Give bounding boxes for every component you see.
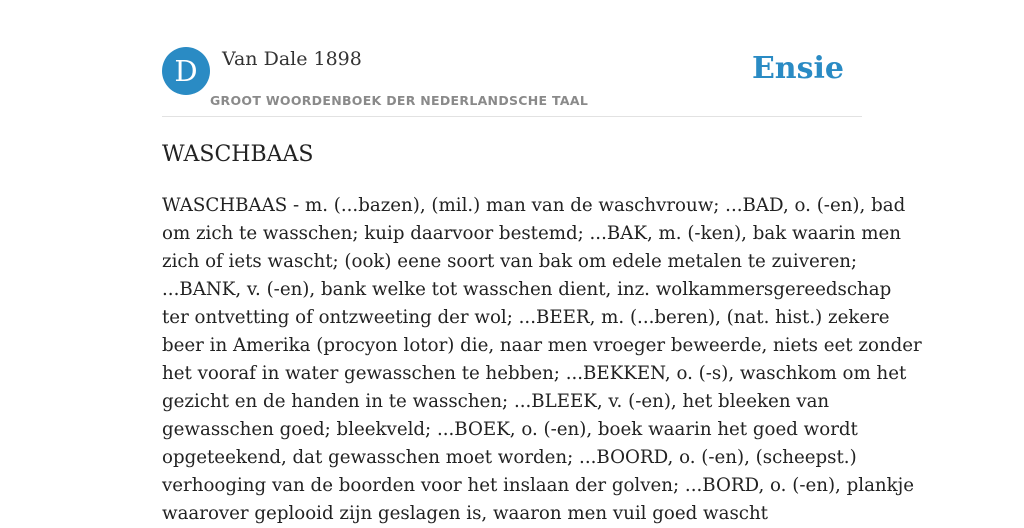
definition-line: waarover geplooid zijn geslagen is, waaron men vuil goed wascht (162, 503, 768, 524)
definition-line: om zich te wasschen; kuip daarvoor bestemd; ...BAK, m. (-ken), bak waarin men (162, 223, 902, 244)
definition-line: beer in Amerika (procyon lotor) die, naar men vroeger beweerde, niets eet zonder (162, 335, 922, 356)
dictionary-title[interactable]: Van Dale 1898 (222, 48, 362, 70)
definition-line: WASCHBAAS - m. (...bazen), (mil.) man van de waschvrouw; ...BAD, o. (-en), bad (162, 195, 906, 216)
definition-line: ter ontvetting of ontzweeting der wol; ...BEER, m. (...beren), (nat. hist.) zekere (162, 307, 890, 328)
dictionary-logo[interactable]: D (162, 47, 210, 95)
definition-line: gewasschen goed; bleekveld; ...BOEK, o. (-en), boek waarin het goed wordt (162, 419, 858, 440)
entry-definition (162, 192, 922, 528)
dictionary-subtitle: GROOT WOORDENBOEK DER NEDERLANDSCHE TAAL (210, 93, 589, 108)
definition-line: opgeteekend, dat gewasschen moet worden; ...BOORD, o. (-en), (scheepst.) (162, 447, 857, 468)
dictionary-header (162, 45, 862, 117)
definition-line: verhooging van de boorden voor het inslaan der golven; ...BORD, o. (-en), plankje (162, 475, 915, 496)
entry-title: WASCHBAAS (162, 142, 314, 167)
definition-line: zich of iets wascht; (ook) eene soort van bak om edele metalen te zuiveren; (162, 251, 858, 272)
definition-line: ...BANK, v. (-en), bank welke tot wasschen dient, inz. wolkammersgereedschap (162, 279, 892, 300)
definition-line: het vooraf in water gewasschen te hebben; ...BEKKEN, o. (-s), waschkom om het (162, 363, 907, 384)
definition-line: gezicht en de handen in te wasschen; ...BLEEK, v. (-en), het bleeken van (162, 391, 830, 412)
ensie-logo-link[interactable]: Ensie (751, 51, 844, 86)
